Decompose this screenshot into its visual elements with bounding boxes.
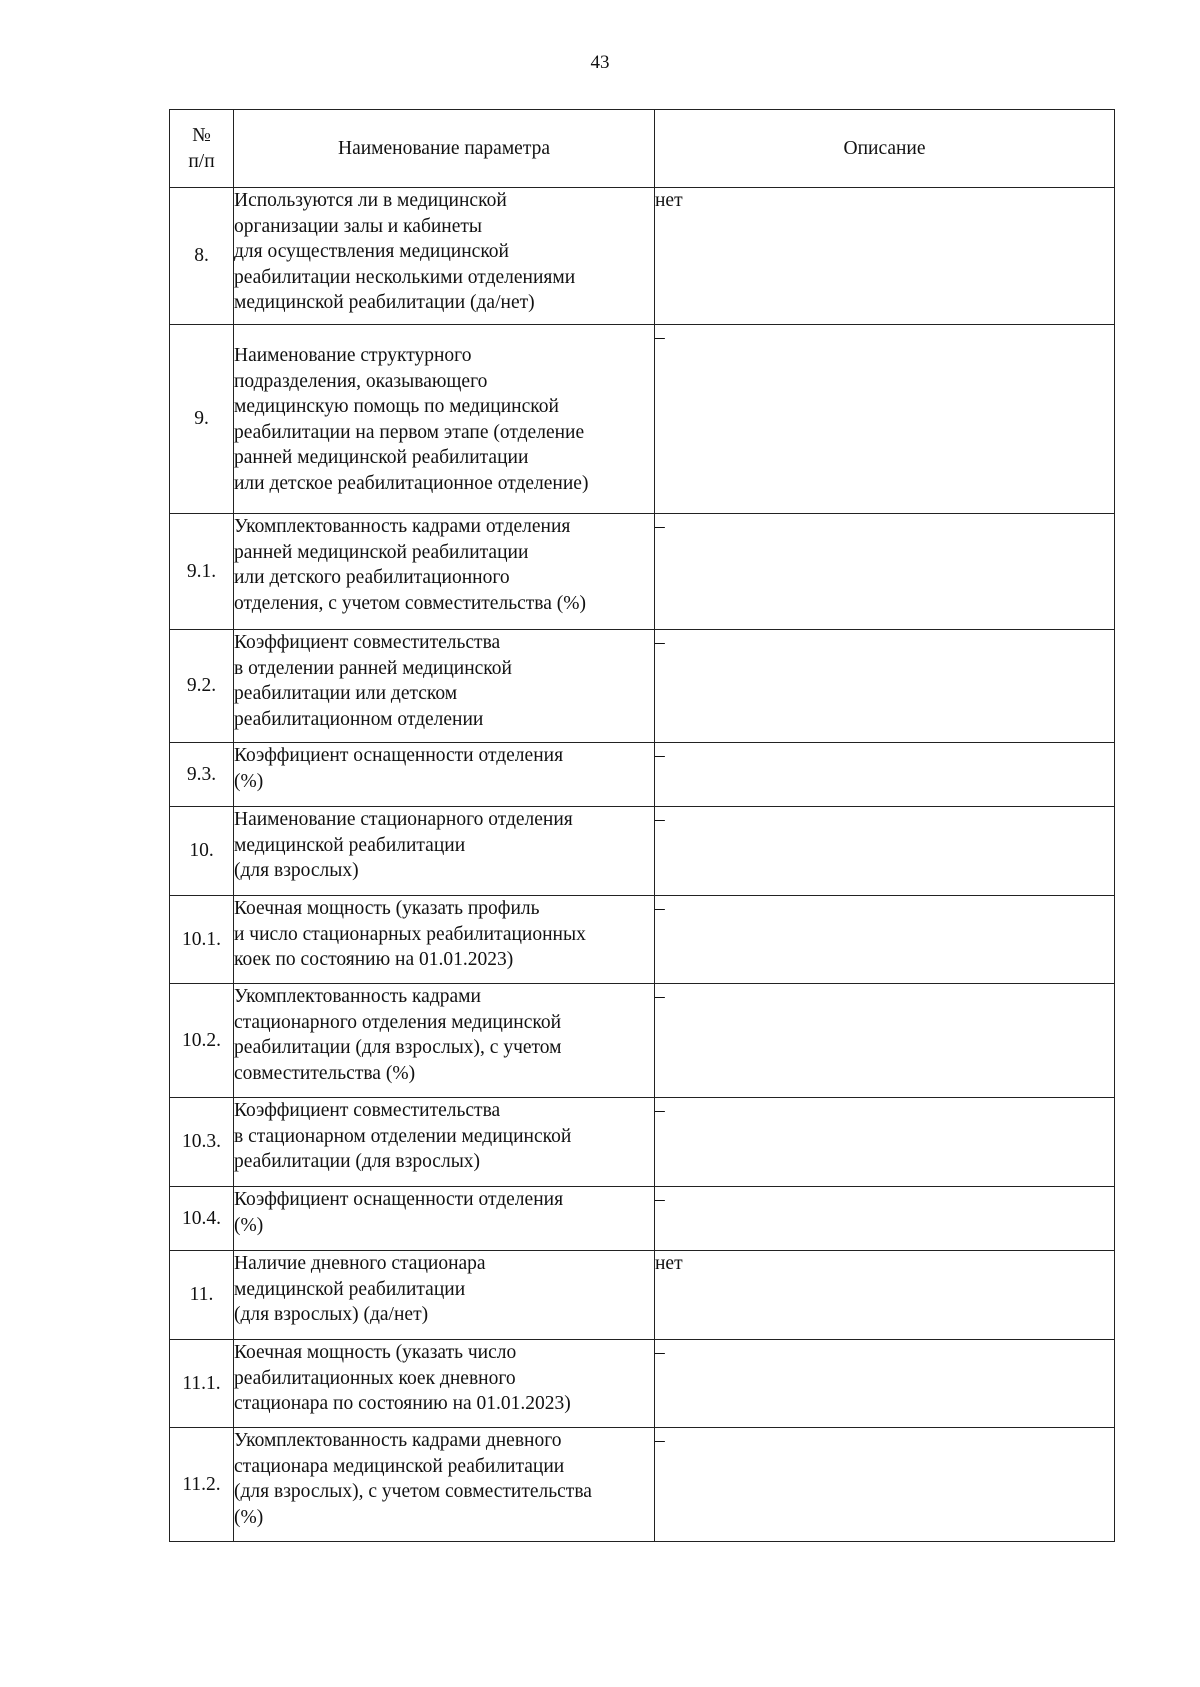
parameter-name-line: Наличие дневного стационара xyxy=(234,1253,486,1274)
parameter-description: – xyxy=(655,896,1115,984)
parameter-name-line: ранней медицинской реабилитации xyxy=(234,447,529,468)
parameter-name-line: в стационарном отделении медицинской xyxy=(234,1125,572,1147)
parameter-description: – xyxy=(655,630,1115,743)
table-row xyxy=(170,514,1115,630)
parameter-description: нет xyxy=(655,188,1115,325)
table-row xyxy=(170,1098,1115,1187)
parameter-name-line: подразделения, оказывающего xyxy=(234,370,488,392)
parameter-name-line: совместительства (%) xyxy=(234,1062,416,1084)
table-row xyxy=(170,630,1115,743)
parameter-name-line: Укомплектованность кадрами отделения xyxy=(234,516,571,537)
table-row xyxy=(170,1187,1115,1251)
parameter-name-line: в отделении ранней медицинской xyxy=(234,657,512,679)
parameter-name-line: (для взрослых) (да/нет) xyxy=(234,1304,429,1325)
header-description: Описание xyxy=(655,110,1115,188)
parameter-name xyxy=(234,1340,655,1428)
row-number: 10.1. xyxy=(170,896,234,984)
parameter-name xyxy=(234,984,655,1098)
parameter-name xyxy=(234,630,655,743)
parameter-name xyxy=(234,1251,655,1340)
parameter-description: нет xyxy=(655,1251,1115,1340)
parameter-name-line: реабилитации (для взрослых), с учетом xyxy=(234,1037,562,1058)
parameter-name-line: и число стационарных реабилитационных xyxy=(234,923,586,945)
parameter-name-line: (для взрослых) xyxy=(234,860,359,881)
table-row xyxy=(170,1340,1115,1428)
header-parameter-name: Наименование параметра xyxy=(234,110,655,188)
parameter-name-line: Коэффициент оснащенности отделения xyxy=(234,745,564,766)
parameter-name-line: Используются ли в медицинской xyxy=(234,190,507,211)
parameter-name-line: реабилитации несколькими отделениями xyxy=(234,266,576,288)
parameter-name-line: Коечная мощность (указать число xyxy=(234,1342,517,1363)
parameter-name-line: для осуществления медицинской xyxy=(234,241,509,262)
row-number: 9. xyxy=(170,325,234,514)
parameter-name-line: стационарного отделения медицинской xyxy=(234,1011,562,1033)
row-number: 8. xyxy=(170,188,234,325)
table-row xyxy=(170,188,1115,325)
row-number: 10. xyxy=(170,807,234,896)
row-number: 10.4. xyxy=(170,1187,234,1251)
parameter-name-line: реабилитации на первом этапе (отделение xyxy=(234,421,585,443)
row-number: 10.2. xyxy=(170,984,234,1098)
parameter-name-line: медицинской реабилитации xyxy=(234,834,466,856)
row-number: 11. xyxy=(170,1251,234,1340)
parameter-description: – xyxy=(655,743,1115,807)
table-row xyxy=(170,325,1115,514)
header-number-abbrev: п/п xyxy=(188,150,215,172)
parameter-name-line: Укомплектованность кадрами дневного xyxy=(234,1430,562,1451)
parameter-description: – xyxy=(655,1428,1115,1542)
parameter-description: – xyxy=(655,984,1115,1098)
table-row xyxy=(170,896,1115,984)
parameter-name-line: Укомплектованность кадрами xyxy=(234,986,481,1007)
header-number-symbol: № xyxy=(192,125,211,146)
parameter-name xyxy=(234,1187,655,1251)
row-number: 9.2. xyxy=(170,630,234,743)
parameter-name xyxy=(234,325,655,514)
header-number xyxy=(170,110,234,188)
parameter-name xyxy=(234,743,655,807)
row-number: 10.3. xyxy=(170,1098,234,1187)
parameter-name-line: Коэффициент оснащенности отделения xyxy=(234,1189,564,1210)
parameter-description: – xyxy=(655,325,1115,514)
parameter-name xyxy=(234,1428,655,1542)
parameter-name-line: стационара медицинской реабилитации xyxy=(234,1455,565,1477)
parameter-name-line: отделения, с учетом совместительства (%) xyxy=(234,592,586,614)
row-number: 9.3. xyxy=(170,743,234,807)
parameter-name-line: реабилитации или детском xyxy=(234,683,458,704)
parameter-name-line: Коэффициент совместительства xyxy=(234,632,501,653)
parameter-name-line: коек по состоянию на 01.01.2023) xyxy=(234,949,514,970)
parameter-name-line: (%) xyxy=(234,1506,264,1528)
parameter-name xyxy=(234,514,655,630)
parameter-description: – xyxy=(655,1187,1115,1251)
table-body xyxy=(170,188,1115,1542)
row-number: 9.1. xyxy=(170,514,234,630)
table-header xyxy=(170,110,1115,188)
parameter-name-line: Коечная мощность (указать профиль xyxy=(234,898,540,919)
table-row xyxy=(170,1428,1115,1542)
parameter-name-line: Коэффициент совместительства xyxy=(234,1100,501,1121)
parameter-name-line: или детского реабилитационного xyxy=(234,567,510,588)
parameter-name-line: или детское реабилитационное отделение) xyxy=(234,472,589,494)
parameter-name-line: реабилитационном отделении xyxy=(234,708,484,730)
table-row xyxy=(170,807,1115,896)
parameter-name xyxy=(234,807,655,896)
page-number: 43 xyxy=(590,52,610,73)
parameter-name xyxy=(234,188,655,325)
parameter-name-line: медицинскую помощь по медицинской xyxy=(234,396,559,417)
parameters-table xyxy=(169,109,1115,1542)
row-number: 11.1. xyxy=(170,1340,234,1428)
parameter-name-line: организации залы и кабинеты xyxy=(234,215,483,237)
parameter-name xyxy=(234,896,655,984)
parameter-name xyxy=(234,1098,655,1187)
table-row xyxy=(170,984,1115,1098)
parameter-description: – xyxy=(655,1340,1115,1428)
parameter-description: – xyxy=(655,1098,1115,1187)
parameter-description: – xyxy=(655,807,1115,896)
row-number: 11.2. xyxy=(170,1428,234,1542)
table-row xyxy=(170,743,1115,807)
parameter-name-line: ранней медицинской реабилитации xyxy=(234,541,529,563)
parameter-name-line: медицинской реабилитации (да/нет) xyxy=(234,292,535,313)
parameter-name-line: реабилитационных коек дневного xyxy=(234,1367,516,1389)
parameter-name-line: стационара по состоянию на 01.01.2023) xyxy=(234,1393,571,1414)
parameter-name-line: (для взрослых), с учетом совместительства xyxy=(234,1481,592,1502)
parameter-name-line: реабилитации (для взрослых) xyxy=(234,1151,481,1172)
parameter-name-line: Наименование структурного xyxy=(234,345,472,366)
parameter-name-line: (%) xyxy=(234,1214,264,1236)
parameter-name-line: Наименование стационарного отделения xyxy=(234,809,573,830)
parameter-name-line: медицинской реабилитации xyxy=(234,1278,466,1300)
parameter-description: – xyxy=(655,514,1115,630)
table-row xyxy=(170,1251,1115,1340)
parameter-name-line: (%) xyxy=(234,770,264,792)
